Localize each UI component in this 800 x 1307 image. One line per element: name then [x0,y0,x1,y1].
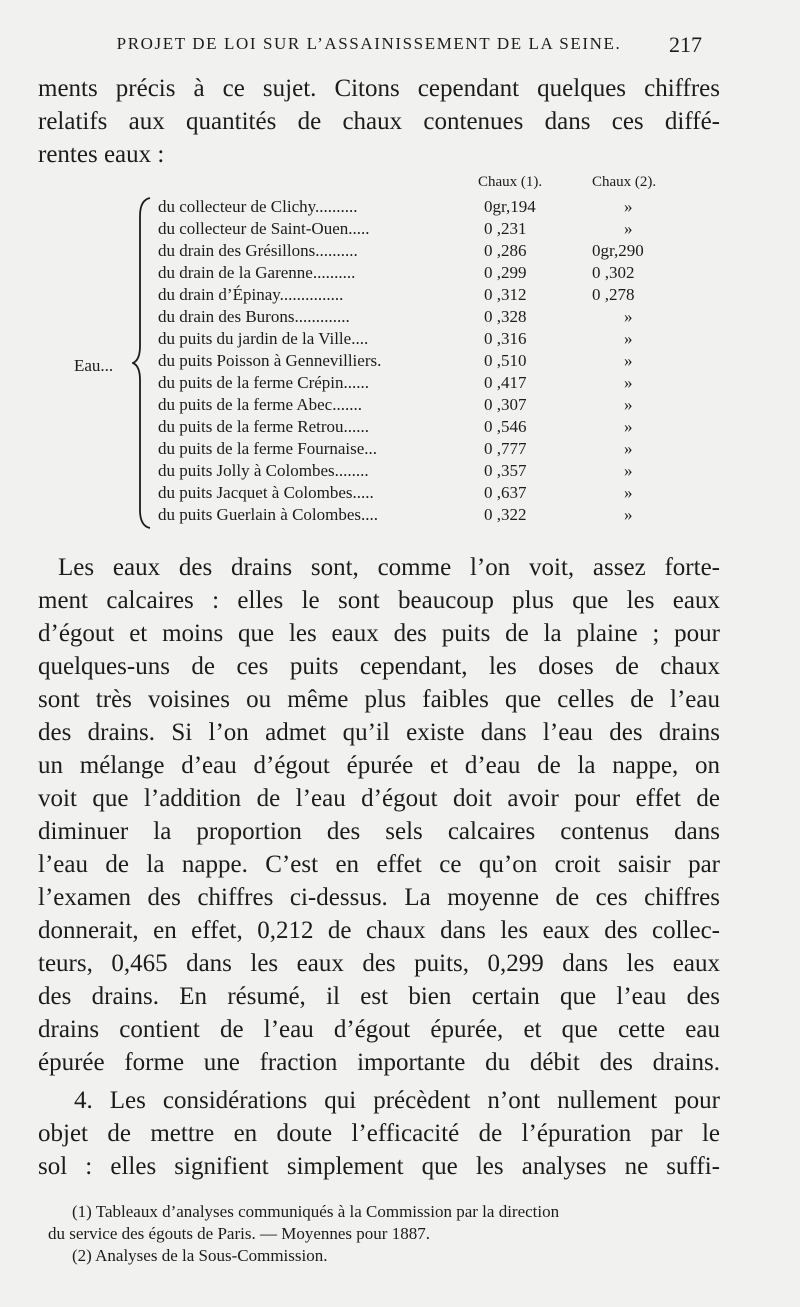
chaux-1-value: 0 ,312 [484,285,527,304]
column-header-chaux-2: Chaux (2). [592,174,657,190]
table-row [0,372,800,394]
text-line: des drains. Si l’on admet qu’il existe dans l’eau des drains [38,719,720,746]
table-row [0,482,800,504]
text-line: sont très voisines ou même plus faibles que celles de l’eau [38,686,720,713]
table-row [0,284,800,306]
table-row [0,438,800,460]
chaux-1-value: 0 ,637 [484,483,527,502]
text-line: des drains. En résumé, il est bien certain que l’eau des [38,983,720,1010]
text-line: diminuer la proportion des sels calcaires contenus dans [38,818,720,845]
intro-paragraph [38,72,720,171]
row-label: du drain des Grésillons.......... [158,241,358,260]
row-label: du drain d’Épinay............... [158,285,344,304]
text-line: teurs, 0,465 dans les eaux des puits, 0,299 dans les eaux [38,950,720,977]
row-label: du puits Guerlain à Colombes.... [158,505,379,524]
chaux-2-value: » [624,395,633,414]
running-head: PROJET DE LOI SUR L’ASSAINISSEMENT DE LA SEINE. [116,34,622,53]
chaux-2-value: » [624,197,633,216]
chaux-1-value: 0 ,417 [484,373,527,392]
table-row [0,350,800,372]
row-label: du puits Jacquet à Colombes..... [158,483,374,502]
footnote-1: (1) Tableaux d’analyses communiqués à la Commission par la direction [72,1202,560,1221]
table-row [0,218,800,240]
footnote-2: (2) Analyses de la Sous-Commission. [72,1246,328,1265]
table-row [0,460,800,482]
body-paragraph [38,551,720,1079]
page-number: 217 [669,32,702,57]
group-label-eau: Eau... [74,356,114,375]
chaux-1-value: 0 ,357 [484,461,527,480]
chaux-2-value: » [624,505,633,524]
table-row [0,240,800,262]
row-label: du drain de la Garenne.......... [158,263,356,282]
text-line: d’égout et moins que les eaux des puits de la plaine ; pour [38,620,720,647]
table-row [0,504,800,526]
chaux-1-value: 0 ,510 [484,351,527,370]
row-label: du puits de la ferme Fournaise... [158,439,378,458]
row-label: du puits de la ferme Abec....... [158,395,362,414]
row-label: du puits Jolly à Colombes........ [158,461,369,480]
chaux-2-value: 0gr,290 [592,241,644,260]
chaux-1-value: 0 ,286 [484,241,527,260]
chaux-2-value: » [624,351,633,370]
chaux-1-value: 0 ,231 [484,219,527,238]
text-line: ment calcaires : elles le sont beaucoup plus que les eaux [38,587,720,614]
column-header-chaux-1: Chaux (1). [478,174,543,190]
row-label: du puits de la ferme Crépin...... [158,373,370,392]
row-label: du collecteur de Saint-Ouen..... [158,219,370,238]
row-label: du collecteur de Clichy.......... [158,197,358,216]
chaux-2-value: » [624,483,633,502]
table-row [0,262,800,284]
chaux-2-value: » [624,329,633,348]
text-line: sol : elles signifient simplement que les analyses ne suffi- [38,1153,720,1180]
text-line: épurée forme une fraction importante du débit des drains. [38,1049,720,1076]
chaux-2-value: » [624,461,633,480]
text-line: drains contient de l’eau d’égout épurée, et que cette eau [38,1016,720,1043]
chaux-1-value: 0 ,328 [484,307,527,326]
chaux-1-value: 0 ,316 [484,329,527,348]
text-line: voit que l’addition de l’eau d’égout doit avoir pour effet de [38,785,720,812]
chaux-1-value: 0gr,194 [484,197,536,216]
text-line: donnerait, en effet, 0,212 de chaux dans les eaux des collec- [38,917,720,944]
text-line: objet de mettre en doute l’efficacité de l’épuration par le [38,1120,720,1147]
chaux-1-value: 0 ,546 [484,417,527,436]
row-label: du puits Poisson à Gennevilliers. [158,351,382,370]
chaux-2-value: 0 ,278 [592,285,635,304]
table-row [0,196,800,218]
table-row [0,416,800,438]
footnote-1-continued: du service des égouts de Paris. — Moyennes pour 1887. [48,1224,430,1243]
chaux-2-value: » [624,307,633,326]
chaux-2-value: » [624,373,633,392]
text-line: un mélange d’eau d’égout épurée et d’eau de la nappe, on [38,752,720,779]
row-label: du drain des Burons............. [158,307,350,326]
text-line: Les eaux des drains sont, comme l’on voit, assez forte- [58,554,720,581]
section-4-paragraph [38,1084,720,1183]
text-line: quelques-uns de ces puits cependant, les doses de chaux [38,653,720,680]
chaux-2-value: 0 ,302 [592,263,635,282]
table-row [0,394,800,416]
text-line: relatifs aux quantités de chaux contenues dans ces diffé- [38,108,720,135]
chaux-1-value: 0 ,777 [484,439,527,458]
chaux-2-value: » [624,219,633,238]
text-line: l’eau de la nappe. C’est en effet ce qu’on croit saisir par [38,851,720,878]
chaux-2-value: » [624,439,633,458]
text-line: ments précis à ce sujet. Citons cependant quelques chiffres [38,75,720,102]
row-label: du puits de la ferme Retrou...... [158,417,370,436]
row-label: du puits du jardin de la Ville.... [158,329,369,348]
chaux-2-value: » [624,417,633,436]
table-row [0,306,800,328]
chaux-1-value: 0 ,322 [484,505,527,524]
text-line: rentes eaux : [38,141,165,168]
chaux-1-value: 0 ,307 [484,395,527,414]
table-row [0,328,800,350]
chaux-1-value: 0 ,299 [484,263,527,282]
text-line: 4. Les considérations qui précèdent n’ont nullement pour [74,1087,720,1114]
text-line: l’examen des chiffres ci-dessus. La moyenne de ces chiffres [38,884,720,911]
